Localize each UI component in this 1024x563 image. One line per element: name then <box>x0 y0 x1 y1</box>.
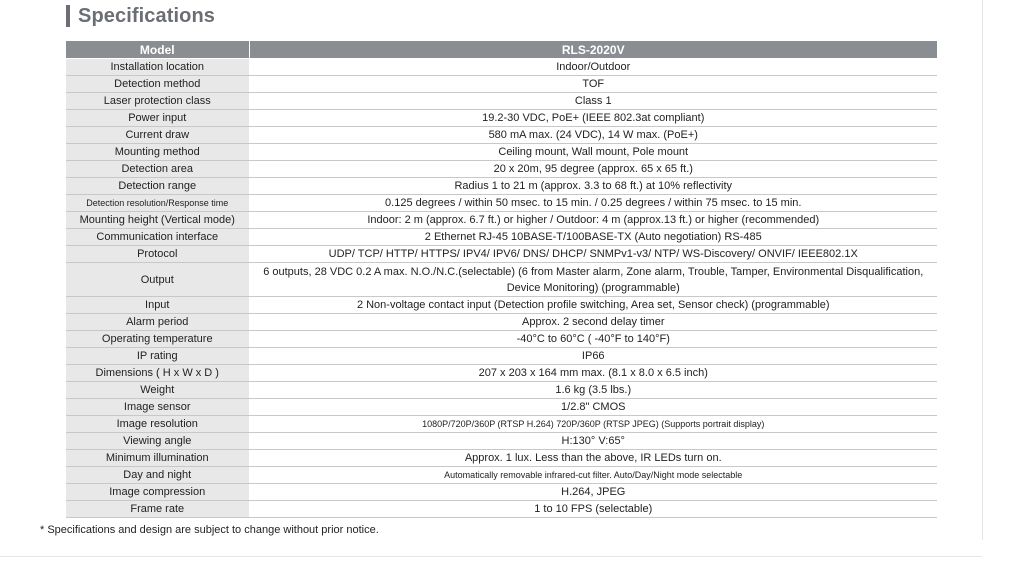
spec-value: Radius 1 to 21 m (approx. 3.3 to 68 ft.) at 10% reflectivity <box>249 178 937 195</box>
spec-value: Ceiling mount, Wall mount, Pole mount <box>249 144 937 161</box>
table-row <box>66 263 937 297</box>
table-row <box>66 501 937 518</box>
spec-value: 2 Non-voltage contact input (Detection profile switching, Area set, Sensor check) (programmable) <box>249 297 937 314</box>
spec-label: Day and night <box>66 467 249 484</box>
spec-label: IP rating <box>66 348 249 365</box>
spec-label: Laser protection class <box>66 93 249 110</box>
spec-label: Mounting height (Vertical mode) <box>66 212 249 229</box>
table-row <box>66 450 937 467</box>
spec-label: Image compression <box>66 484 249 501</box>
table-row <box>66 212 937 229</box>
page-edge-line <box>982 0 983 540</box>
spec-value: -40°C to 60°C ( -40°F to 140°F) <box>249 331 937 348</box>
bottom-divider <box>0 556 982 557</box>
table-row <box>66 161 937 178</box>
spec-value: 580 mA max. (24 VDC), 14 W max. (PoE+) <box>249 127 937 144</box>
spec-label: Power input <box>66 110 249 127</box>
spec-value: 1/2.8" CMOS <box>249 399 937 416</box>
spec-value: H.264, JPEG <box>249 484 937 501</box>
spec-value: 1 to 10 FPS (selectable) <box>249 501 937 518</box>
spec-value: Automatically removable infrared-cut filter. Auto/Day/Night mode selectable <box>249 467 937 484</box>
spec-value: 2 Ethernet RJ-45 10BASE-T/100BASE-TX (Auto negotiation) RS-485 <box>249 229 937 246</box>
spec-label: Input <box>66 297 249 314</box>
spec-label: Weight <box>66 382 249 399</box>
table-row <box>66 382 937 399</box>
table-row <box>66 59 937 76</box>
table-row <box>66 348 937 365</box>
table-row <box>66 93 937 110</box>
spec-label: Detection method <box>66 76 249 93</box>
footnote: * Specifications and design are subject to change without prior notice. <box>40 524 379 536</box>
table-row <box>66 178 937 195</box>
spec-value: 0.125 degrees / within 50 msec. to 15 min. / 0.25 degrees / within 75 msec. to 15 min. <box>249 195 937 212</box>
spec-label: Detection range <box>66 178 249 195</box>
spec-label: Frame rate <box>66 501 249 518</box>
table-row <box>66 127 937 144</box>
spec-label: Current draw <box>66 127 249 144</box>
spec-label: Protocol <box>66 246 249 263</box>
spec-label: Alarm period <box>66 314 249 331</box>
spec-value: TOF <box>249 76 937 93</box>
spec-value: H:130° V:65° <box>249 433 937 450</box>
spec-table <box>66 41 937 518</box>
table-row <box>66 399 937 416</box>
spec-label: Detection area <box>66 161 249 178</box>
table-row <box>66 314 937 331</box>
spec-value: Class 1 <box>249 93 937 110</box>
spec-value: 20 x 20m, 95 degree (approx. 65 x 65 ft.) <box>249 161 937 178</box>
spec-label: Detection resolution/Response time <box>66 195 249 212</box>
spec-value: 1080P/720P/360P (RTSP H.264) 720P/360P (RTSP JPEG) (Supports portrait display) <box>249 416 937 433</box>
spec-value: IP66 <box>249 348 937 365</box>
table-row <box>66 467 937 484</box>
page-title: Specifications <box>78 4 215 27</box>
spec-label: Image resolution <box>66 416 249 433</box>
spec-value: 207 x 203 x 164 mm max. (8.1 x 8.0 x 6.5 inch) <box>249 365 937 382</box>
spec-value: Approx. 2 second delay timer <box>249 314 937 331</box>
spec-label: Dimensions ( H x W x D ) <box>66 365 249 382</box>
table-row <box>66 110 937 127</box>
table-row <box>66 331 937 348</box>
spec-value: Indoor/Outdoor <box>249 59 937 76</box>
table-row <box>66 144 937 161</box>
table-row <box>66 195 937 212</box>
table-row <box>66 246 937 263</box>
header-value: RLS-2020V <box>249 41 937 59</box>
spec-label: Installation location <box>66 59 249 76</box>
spec-value: 6 outputs, 28 VDC 0.2 A max. N.O./N.C.(selectable) (6 from Master alarm, Zone alarm, Trouble, Tamper, Environmental Disqualification, Device Monitoring) (programmable) <box>249 263 937 297</box>
spec-label: Communication interface <box>66 229 249 246</box>
table-row <box>66 365 937 382</box>
spec-label: Mounting method <box>66 144 249 161</box>
table-row <box>66 76 937 93</box>
spec-value: 19.2-30 VDC, PoE+ (IEEE 802.3at compliant) <box>249 110 937 127</box>
spec-label: Output <box>66 263 249 297</box>
heading-accent-bar <box>66 5 70 27</box>
spec-label: Operating temperature <box>66 331 249 348</box>
table-row <box>66 433 937 450</box>
spec-label: Image sensor <box>66 399 249 416</box>
table-row <box>66 229 937 246</box>
table-row <box>66 297 937 314</box>
spec-table-header <box>66 41 937 59</box>
spec-value: Approx. 1 lux. Less than the above, IR LEDs turn on. <box>249 450 937 467</box>
spec-label: Minimum illumination <box>66 450 249 467</box>
spec-value: UDP/ TCP/ HTTP/ HTTPS/ IPV4/ IPV6/ DNS/ DHCP/ SNMPv1-v3/ NTP/ WS-Discovery/ ONVIF/ IEEE802.1X <box>249 246 937 263</box>
section-heading <box>66 4 215 28</box>
spec-value: Indoor: 2 m (approx. 6.7 ft.) or higher / Outdoor: 4 m (approx.13 ft.) or higher (recommended) <box>249 212 937 229</box>
header-key: Model <box>66 41 249 59</box>
table-row <box>66 416 937 433</box>
table-row <box>66 484 937 501</box>
spec-value: 1.6 kg (3.5 lbs.) <box>249 382 937 399</box>
spec-label: Viewing angle <box>66 433 249 450</box>
